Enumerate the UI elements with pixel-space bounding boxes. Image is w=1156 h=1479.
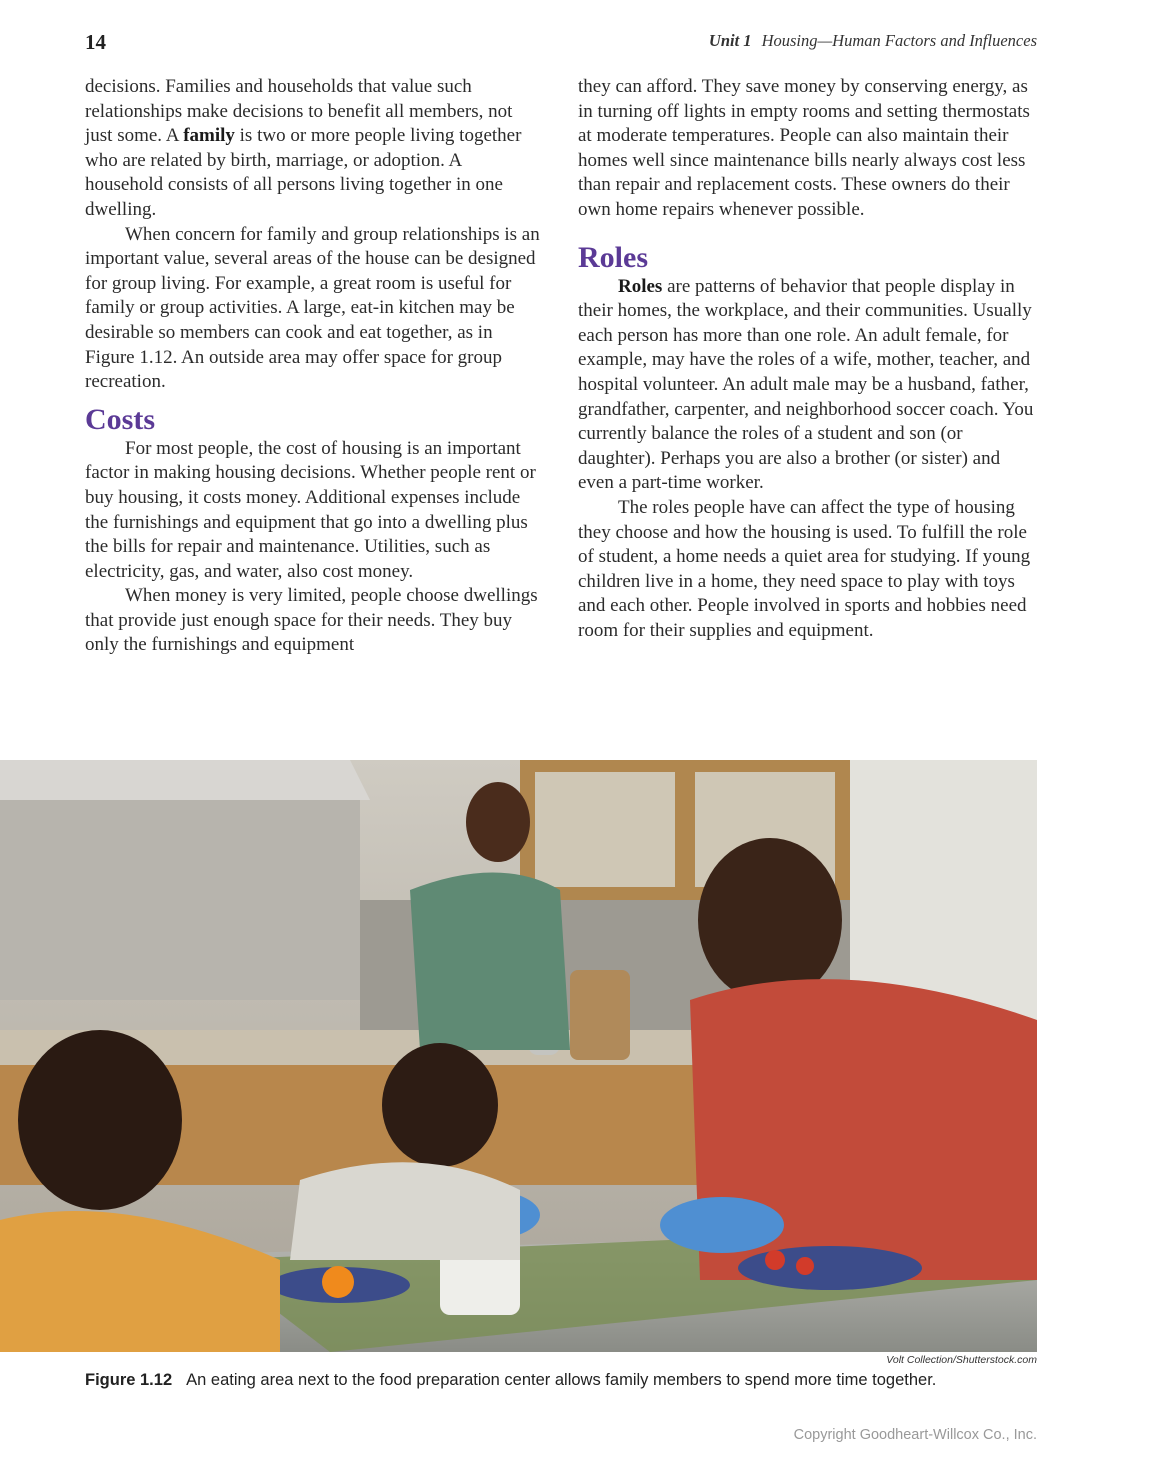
paragraph: decisions. Families and households that value such relationships make decisions to benefit all members, not just some. A family is two or more people living together who are related by birth, marriage, or adoption. A household consists of all persons living together in one dwelling. [85,76,522,220]
paragraph: Roles are patterns of behavior that people display in their homes, the workplace, and their communities. Usually each person has more than one role. An adult female, for example, may have the roles of a wife, mother, teacher, and hospital volunteer. An adult male may be a husband, father, grandfather, carpenter, and neighborhood soccer coach. You currently balance the roles of a student and son (or daughter). Perhaps you are also a brother (or sister) and even a part-time worker. [578,275,1034,494]
right-column [578,75,1040,643]
left-column [85,75,543,658]
paragraph: When concern for family and group relationships is an important value, several areas of the house can be designed for group living. For example, a great room is useful for family or group activities. A large, eat-in kitchen may be desirable so members can cook and eat together, as in Figure 1.12. An outside area may offer space for group recreation. [85,223,540,393]
paragraph: When money is very limited, people choose dwellings that provide just enough space for their needs. They buy only the furnishings and equipment [85,585,538,656]
unit-label: Unit 1 [708,31,752,50]
photo-credit: Volt Collection/Shutterstock.com [886,1354,1037,1366]
running-head [709,31,1037,51]
page-number: 14 [85,30,106,54]
unit-title: Housing—Human Factors and Influences [761,31,1037,50]
section-heading-roles: Roles [578,240,648,274]
paragraph: For most people, the cost of housing is an important factor in making housing decisions. Whether people rent or buy housing, it costs money. Additional expenses include the furnishings and equipment that go into a dwelling plus the bills for repair and maintenance. Utilities, such as electricity, gas, and water, also cost money. [85,437,536,582]
figure-label: Figure 1.12 [85,1371,173,1389]
copyright-notice: Copyright Goodheart-Willcox Co., Inc. [793,1427,1037,1443]
paragraph: they can afford. They save money by conserving energy, as in turning off lights in empty rooms and setting thermostats at moderate temperatures. People can also maintain their homes well since maintenance bills nearly always cost less than repair and replacement costs. These owners do their own home repairs whenever possible. [578,76,1030,220]
photo-illustration [0,760,1037,1352]
key-term-roles: Roles [618,275,663,297]
key-term-family: family [183,125,235,147]
figure-caption [85,1371,936,1390]
figure-photo [0,760,1037,1352]
figure-caption-text: An eating area next to the food preparation center allows family members to spend more time together. [186,1371,937,1389]
section-heading-costs: Costs [85,402,156,436]
paragraph: The roles people have can affect the type of housing they choose and how the housing is used. To fulfill the role of student, a home needs a quiet area for studying. If young children live in a home, they need space to play with toys and each other. People involved in sports and hobbies need room for their supplies and equipment. [578,496,1031,641]
